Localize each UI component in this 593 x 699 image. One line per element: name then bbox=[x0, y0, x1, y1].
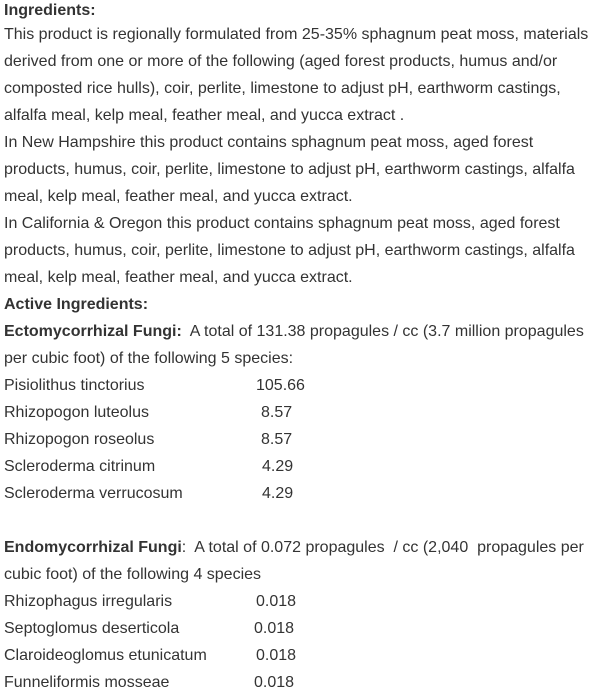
species-name: Scleroderma verrucosum bbox=[4, 485, 183, 502]
species-value: 0.018 bbox=[256, 593, 297, 610]
species-value: 0.018 bbox=[254, 620, 295, 637]
list-item bbox=[4, 453, 589, 480]
list-item bbox=[4, 399, 589, 426]
ingredients-heading: Ingredients: bbox=[4, 2, 96, 19]
ingredients-paragraph-new-hampshire: In New Hampshire this product contains sphagnum peat moss, aged forest products, humus, coir, perlite, limestone to adjust pH, earthworm castings, alfalfa meal, kelp meal, feather meal, and yucca extract. bbox=[4, 134, 575, 205]
list-item bbox=[4, 426, 589, 453]
species-value: 0.018 bbox=[256, 647, 297, 664]
ecto-label: Ectomycorrhizal Fungi: bbox=[4, 323, 182, 340]
endo-species-list bbox=[4, 588, 589, 696]
ecto-description-text: A total of 131.38 propagules / cc (3.7 million propagules per cubic foot) of the following 5 species: bbox=[4, 323, 589, 367]
species-name: Rhizopogon luteolus bbox=[4, 404, 149, 421]
species-name: Funneliformis mosseae bbox=[4, 674, 170, 691]
endo-description-text: : A total of 0.072 propagules / cc (2,040 propagules per cubic foot) of the following 4 species bbox=[4, 539, 589, 583]
species-name: Pisiolithus tinctorius bbox=[4, 377, 145, 394]
ingredients-paragraph-california-oregon: In California & Oregon this product contains sphagnum peat moss, aged forest products, humus, coir, perlite, limestone to adjust pH, earthworm castings, alfalfa meal, kelp meal, feather meal, and yucca extract. bbox=[4, 215, 575, 286]
ecto-description bbox=[4, 318, 589, 372]
ecto-species-list bbox=[4, 372, 589, 507]
endo-label: Endomycorrhizal Fungi bbox=[4, 539, 182, 556]
species-name: Rhizophagus irregularis bbox=[4, 593, 173, 610]
endo-description bbox=[4, 534, 589, 588]
species-name: Claroideoglomus etunicatum bbox=[4, 647, 207, 664]
species-value: 105.66 bbox=[256, 377, 305, 394]
species-value: 0.018 bbox=[254, 674, 295, 691]
list-item bbox=[4, 588, 589, 615]
spacer bbox=[4, 507, 589, 534]
list-item bbox=[4, 480, 589, 507]
list-item bbox=[4, 669, 589, 696]
species-name: Rhizopogon roseolus bbox=[4, 431, 155, 448]
list-item bbox=[4, 372, 589, 399]
species-value: 4.29 bbox=[262, 458, 294, 475]
ingredients-paragraph-regional: This product is regionally formulated from 25-35% sphagnum peat moss, materials derived from one or more of the following (aged forest products, humus and/or composted rice hulls), coir, perlite, limestone to adjust pH, earthworm castings, alfalfa meal, kelp meal, feather meal, and yucca extract . bbox=[4, 26, 589, 124]
species-value: 8.57 bbox=[261, 431, 293, 448]
species-name: Scleroderma citrinum bbox=[4, 458, 156, 475]
list-item bbox=[4, 615, 589, 642]
species-value: 8.57 bbox=[261, 404, 293, 421]
species-name: Septoglomus deserticola bbox=[4, 620, 180, 637]
active-ingredients-heading: Active Ingredients: bbox=[4, 296, 149, 313]
species-value: 4.29 bbox=[262, 485, 294, 502]
list-item bbox=[4, 642, 589, 669]
